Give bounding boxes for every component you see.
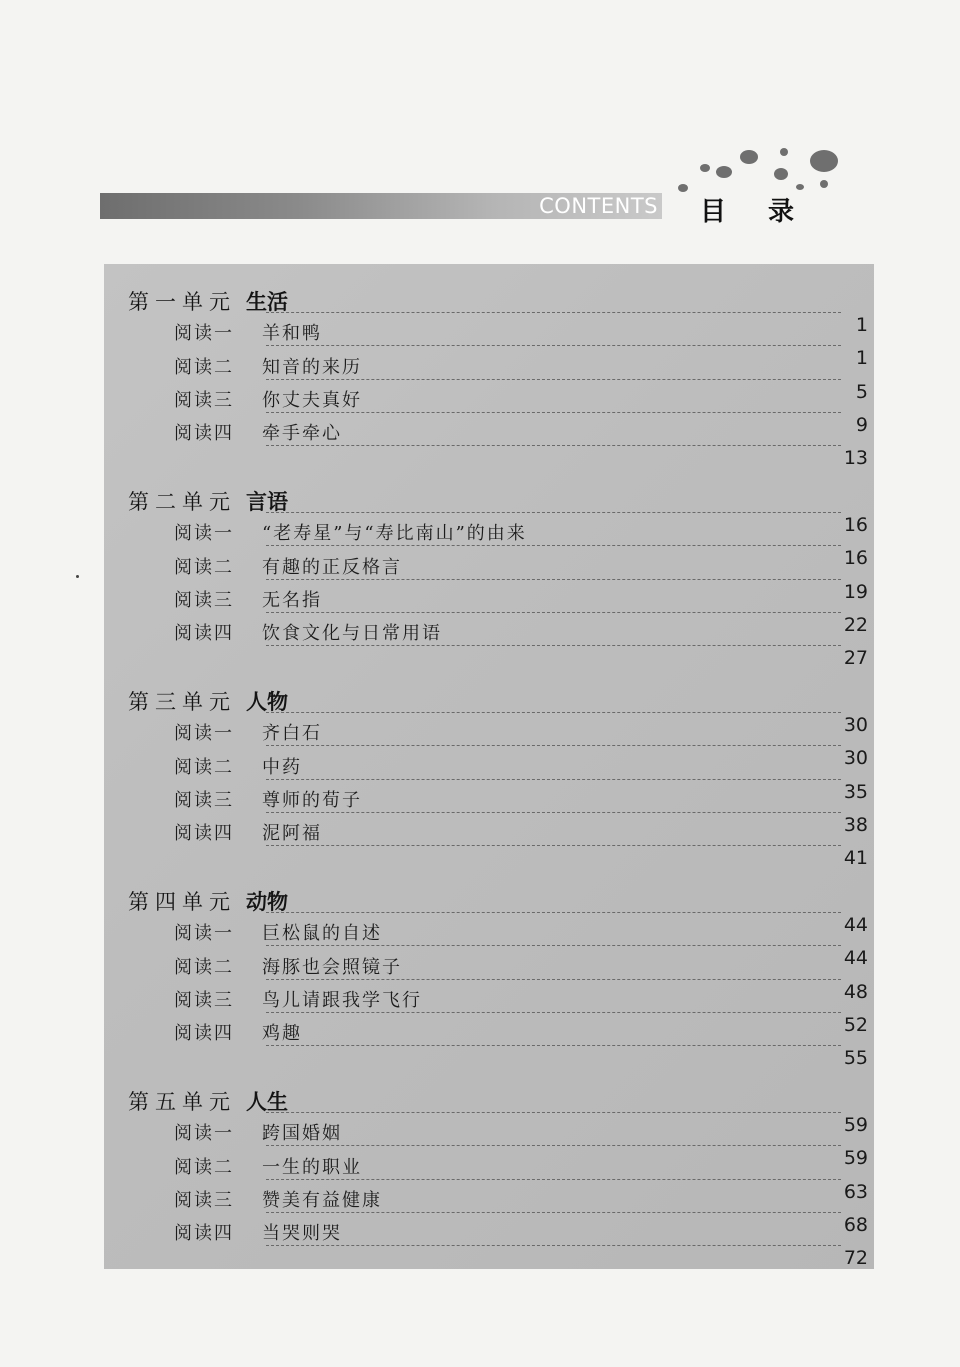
page-number: 68 [843,1213,868,1236]
dot-leader [266,1145,841,1146]
page-number: 13 [843,447,868,470]
toc-entry[interactable] [174,553,402,586]
lesson-title: 饮食文化与日常用语 [262,623,442,645]
lesson-title: 赞美有益健康 [262,1189,382,1211]
page-number: 63 [843,1180,868,1203]
lesson-label: 阅读四 [174,423,234,445]
lesson-title: 海豚也会照镜子 [262,956,402,978]
page-number: 27 [843,647,868,670]
lesson-title: 知音的来历 [262,356,362,378]
dot-leader [266,345,841,346]
dot-leader [266,1212,841,1213]
lesson-title: 巨松鼠的自述 [262,923,382,945]
page-number: 30 [843,747,868,770]
dot-leader [266,379,841,380]
lesson-title: 齐白石 [262,723,322,745]
page-number: 38 [843,813,868,836]
lesson-title: 无名指 [262,589,322,611]
lesson-title: 你丈夫真好 [262,389,362,411]
lesson-label: 阅读三 [174,589,234,611]
unit-number: 第三单元 [128,690,236,714]
toc-entry[interactable] [174,1219,342,1252]
lesson-label: 阅读三 [174,989,234,1011]
page-number: 59 [843,1147,868,1170]
lesson-label: 阅读四 [174,1023,234,1045]
page-number: 22 [843,613,868,636]
toc-entry[interactable] [174,786,362,819]
lesson-label: 阅读二 [174,356,234,378]
page-number: 35 [843,780,868,803]
toc-entry[interactable] [174,419,342,452]
lesson-title: 羊和鸭 [262,323,322,345]
toc-entry[interactable] [174,1119,342,1152]
unit-title: 言语 [246,490,288,514]
toc-unit [104,886,874,1076]
page-number: 16 [843,514,868,536]
lesson-title: 牵手牵心 [262,423,342,445]
page-number: 48 [843,980,868,1003]
lesson-label: 阅读一 [174,723,234,745]
lesson-label: 阅读一 [174,923,234,945]
lesson-label: 阅读四 [174,823,234,845]
dot-leader [266,312,841,313]
toc-entry[interactable] [174,619,442,652]
lesson-title: 中药 [262,756,302,778]
toc-entry[interactable] [174,319,322,352]
lesson-label: 阅读三 [174,389,234,411]
page-number: 44 [843,947,868,970]
lesson-title: 一生的职业 [262,1156,362,1178]
dot-leader [266,1045,841,1046]
lesson-label: 阅读三 [174,789,234,811]
toc-entry[interactable] [174,586,322,619]
page-number: 44 [843,914,868,936]
dot-leader [266,812,841,813]
page-number: 1 [855,314,868,336]
unit-heading [128,686,288,720]
page-number: 30 [843,714,868,736]
dot-leader [266,612,841,613]
lesson-title: 有趣的正反格言 [262,556,402,578]
dot-leader [266,645,841,646]
lesson-label: 阅读一 [174,523,234,545]
dot-leader [266,1245,841,1246]
toc-entry[interactable] [174,919,382,952]
lesson-title: 鸟儿请跟我学飞行 [262,989,422,1011]
lesson-label: 阅读二 [174,556,234,578]
dot-leader [266,512,841,513]
toc-entry[interactable] [174,953,402,986]
unit-heading [128,486,288,520]
page-number: 72 [843,1247,868,1270]
lesson-title: 鸡趣 [262,1023,302,1045]
dot-leader [266,1012,841,1013]
lesson-label: 阅读一 [174,1123,234,1145]
page-number: 52 [843,1013,868,1036]
print-speck [76,575,79,578]
toc-entry[interactable] [174,386,362,419]
dot-leader [266,979,841,980]
toc-unit [104,286,874,476]
toc-unit [104,1086,874,1276]
dot-leader [266,712,841,713]
dot-leader [266,912,841,913]
lesson-title: 跨国婚姻 [262,1123,342,1145]
lesson-label: 阅读一 [174,323,234,345]
lesson-label: 阅读四 [174,623,234,645]
toc-entry[interactable] [174,1186,382,1219]
lesson-label: 阅读三 [174,1189,234,1211]
lesson-label: 阅读二 [174,756,234,778]
dot-leader [266,445,841,446]
toc-entry[interactable] [174,353,362,386]
unit-number: 第四单元 [128,890,236,914]
page-number: 41 [843,847,868,870]
toc-entry[interactable] [174,753,302,786]
unit-heading [128,1086,288,1120]
unit-title: 动物 [246,890,288,914]
dot-leader [266,545,841,546]
contents-label: CONTENTS [539,194,658,218]
lesson-title: “老寿星”与“寿比南山”的由来 [262,523,527,545]
page-number: 16 [843,547,868,570]
unit-number: 第一单元 [128,290,236,314]
toc-entry[interactable] [174,719,322,752]
dot-leader [266,579,841,580]
toc-entry[interactable] [174,1153,362,1186]
dot-leader [266,779,841,780]
dot-leader [266,1112,841,1113]
dot-leader [266,845,841,846]
unit-title: 人物 [246,690,288,714]
dot-leader [266,412,841,413]
contents-header-bar [100,193,662,219]
toc-entry[interactable] [174,519,527,552]
unit-title: 人生 [246,1090,288,1114]
toc-entry[interactable] [174,1019,302,1052]
unit-number: 第二单元 [128,490,236,514]
lesson-title: 当哭则哭 [262,1223,342,1245]
page-number: 55 [843,1047,868,1070]
lesson-label: 阅读四 [174,1223,234,1245]
toc-unit [104,486,874,676]
page-number: 19 [843,580,868,603]
dot-leader [266,745,841,746]
toc-panel [104,264,874,1269]
page-number: 59 [843,1114,868,1136]
toc-entry[interactable] [174,986,422,1019]
lesson-label: 阅读二 [174,956,234,978]
unit-heading [128,886,288,920]
lesson-title: 尊师的荀子 [262,789,362,811]
toc-entry[interactable] [174,819,322,852]
page-number: 9 [855,413,868,436]
unit-number: 第五单元 [128,1090,236,1114]
dot-leader [266,1179,841,1180]
toc-unit [104,686,874,876]
page-number: 1 [855,347,868,370]
lesson-label: 阅读二 [174,1156,234,1178]
unit-heading [128,286,288,320]
unit-title: 生活 [246,290,288,314]
lesson-title: 泥阿福 [262,823,322,845]
page-number: 5 [855,380,868,403]
page-title: 目录 [700,197,837,227]
dot-leader [266,945,841,946]
